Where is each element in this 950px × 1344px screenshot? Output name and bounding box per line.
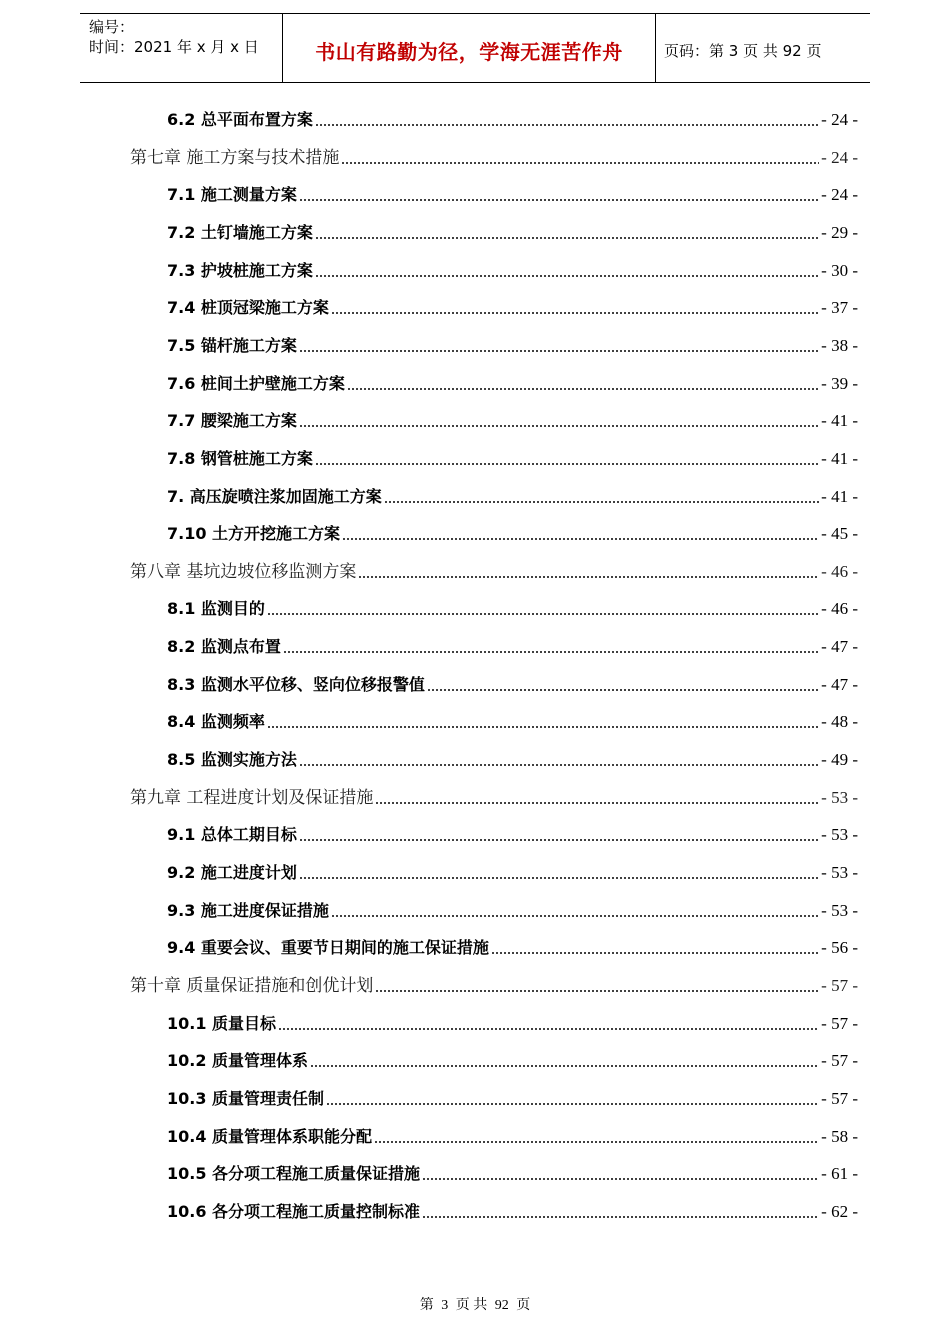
toc-dot-leader bbox=[315, 275, 819, 277]
motto-text: 书山有路勤为径，学海无涯苦作舟 bbox=[315, 40, 623, 64]
toc-entry-title: 7.4 桩顶冠梁施工方案 bbox=[167, 298, 329, 317]
toc-entry-title: 8.4 监测频率 bbox=[167, 712, 265, 731]
toc-entry-title: 10.3 质量管理责任制 bbox=[167, 1089, 325, 1108]
toc-entry-page: - 30 - bbox=[821, 261, 858, 280]
footer-prefix: 第 bbox=[419, 1298, 434, 1313]
toc-entry-page: - 48 - bbox=[821, 712, 858, 731]
toc-section-entry[interactable] bbox=[167, 373, 858, 395]
toc-section-entry[interactable] bbox=[167, 335, 858, 357]
toc-dot-leader bbox=[326, 1103, 819, 1105]
toc-entry-title: 6.2 总平面布置方案 bbox=[167, 110, 313, 129]
toc-entry-page: - 41 - bbox=[821, 449, 858, 468]
toc-dot-leader bbox=[384, 501, 819, 503]
toc-dot-leader bbox=[315, 237, 819, 239]
toc-entry-title: 8.3 监测水平位移、竖向位移报警值 bbox=[167, 675, 425, 694]
toc-entry-page: - 53 - bbox=[821, 863, 858, 882]
header-page-cell bbox=[656, 14, 870, 82]
toc-entry-title: 第八章 基坑边坡位移监测方案 bbox=[130, 562, 357, 582]
footer-total-pages: 92 bbox=[494, 1298, 509, 1313]
toc-section-entry[interactable] bbox=[167, 1013, 858, 1035]
toc-section-entry[interactable] bbox=[167, 109, 858, 131]
toc-dot-leader bbox=[315, 463, 819, 465]
toc-entry-page: - 39 - bbox=[821, 374, 858, 393]
toc-section-entry[interactable] bbox=[167, 1050, 858, 1072]
toc-dot-leader bbox=[342, 538, 819, 540]
toc-entry-title: 7.8 钢管桩施工方案 bbox=[167, 449, 313, 468]
toc-section-entry[interactable] bbox=[167, 900, 858, 922]
toc-entry-page: - 47 - bbox=[821, 637, 858, 656]
toc-entry-title: 7.10 土方开挖施工方案 bbox=[167, 524, 341, 543]
toc-section-entry[interactable] bbox=[167, 448, 858, 470]
toc-entry-page: - 24 - bbox=[821, 110, 858, 129]
toc-entry-title: 7.6 桩间土护壁施工方案 bbox=[167, 374, 345, 393]
header-motto-cell bbox=[283, 14, 656, 82]
footer-suffix: 页 bbox=[516, 1298, 531, 1313]
toc-chapter-entry[interactable] bbox=[130, 787, 858, 809]
toc-entry-title: 8.5 监测实施方法 bbox=[167, 750, 297, 769]
toc-dot-leader bbox=[299, 839, 819, 841]
toc-section-entry[interactable] bbox=[167, 862, 858, 884]
toc-entry-title: 10.2 质量管理体系 bbox=[167, 1051, 309, 1070]
toc-entry-title: 9.1 总体工期目标 bbox=[167, 825, 297, 844]
toc-entry-title: 10.1 质量目标 bbox=[167, 1014, 277, 1033]
toc-dot-leader bbox=[299, 199, 819, 201]
toc-entry-page: - 56 - bbox=[821, 938, 858, 957]
toc-entry-title: 7.3 护坡桩施工方案 bbox=[167, 261, 313, 280]
toc-section-entry[interactable] bbox=[167, 410, 858, 432]
toc-entry-title: 第十章 质量保证措施和创优计划 bbox=[130, 976, 374, 996]
toc-dot-leader bbox=[347, 388, 819, 390]
toc-dot-leader bbox=[375, 990, 819, 992]
page-header bbox=[80, 13, 870, 83]
toc-entry-title: 9.2 施工进度计划 bbox=[167, 863, 297, 882]
toc-entry-title: 第九章 工程进度计划及保证措施 bbox=[130, 788, 374, 808]
serial-label: 编号： bbox=[89, 18, 135, 36]
toc-entry-page: - 41 - bbox=[821, 487, 858, 506]
toc-section-entry[interactable] bbox=[167, 297, 858, 319]
toc-section-entry[interactable] bbox=[167, 636, 858, 658]
toc-entry-page: - 57 - bbox=[821, 1089, 858, 1108]
toc-dot-leader bbox=[299, 425, 819, 427]
page-footer bbox=[0, 1294, 950, 1314]
toc-entry-title: 8.2 监测点布置 bbox=[167, 637, 281, 656]
footer-current-page: 3 bbox=[441, 1298, 449, 1313]
toc-dot-leader bbox=[427, 689, 819, 691]
toc-section-entry[interactable] bbox=[167, 1088, 858, 1110]
toc-section-entry[interactable] bbox=[167, 184, 858, 206]
toc-entry-page: - 29 - bbox=[821, 223, 858, 242]
toc-entry-title: 10.6 各分项工程施工质量控制标准 bbox=[167, 1202, 421, 1221]
toc-section-entry[interactable] bbox=[167, 711, 858, 733]
toc-entry-page: - 58 - bbox=[821, 1127, 858, 1146]
toc-section-entry[interactable] bbox=[167, 824, 858, 846]
toc-dot-leader bbox=[299, 764, 819, 766]
toc-entry-title: 7.5 锚杆施工方案 bbox=[167, 336, 297, 355]
toc-dot-leader bbox=[331, 312, 819, 314]
toc-entry-page: - 45 - bbox=[821, 524, 858, 543]
toc-entry-page: - 47 - bbox=[821, 675, 858, 694]
toc-entry-page: - 41 - bbox=[821, 411, 858, 430]
toc-entry-page: - 53 - bbox=[821, 901, 858, 920]
toc-dot-leader bbox=[267, 726, 819, 728]
toc-entry-page: - 57 - bbox=[821, 976, 858, 995]
toc-section-entry[interactable] bbox=[167, 749, 858, 771]
toc-dot-leader bbox=[422, 1178, 819, 1180]
toc-dot-leader bbox=[299, 877, 819, 879]
toc-dot-leader bbox=[341, 162, 819, 164]
toc-dot-leader bbox=[299, 350, 819, 352]
toc-dot-leader bbox=[278, 1028, 819, 1030]
toc-section-entry[interactable] bbox=[167, 1201, 858, 1223]
toc-dot-leader bbox=[315, 124, 819, 126]
toc-entry-title: 10.4 质量管理体系职能分配 bbox=[167, 1127, 373, 1146]
header-page-number: 页码：第 3 页 共 92 页 bbox=[664, 42, 822, 60]
toc-section-entry[interactable] bbox=[167, 222, 858, 244]
toc-section-entry[interactable] bbox=[167, 937, 858, 959]
header-info-cell bbox=[80, 14, 283, 82]
toc-entry-title: 7.1 施工测量方案 bbox=[167, 185, 297, 204]
toc-entry-title: 7.7 腰梁施工方案 bbox=[167, 411, 297, 430]
toc-entry-title: 9.4 重要会议、重要节日期间的施工保证措施 bbox=[167, 938, 489, 957]
toc-section-entry[interactable] bbox=[167, 260, 858, 282]
toc-entry-page: - 38 - bbox=[821, 336, 858, 355]
toc-dot-leader bbox=[283, 651, 819, 653]
toc-entry-page: - 46 - bbox=[821, 599, 858, 618]
toc-entry-title: 10.5 各分项工程施工质量保证措施 bbox=[167, 1164, 421, 1183]
toc-entry-title: 第七章 施工方案与技术措施 bbox=[130, 148, 340, 168]
toc-entry-page: - 62 - bbox=[821, 1202, 858, 1221]
toc-entry-page: - 57 - bbox=[821, 1051, 858, 1070]
toc-entry-page: - 37 - bbox=[821, 298, 858, 317]
toc-entry-page: - 24 - bbox=[821, 148, 858, 167]
toc-entry-page: - 61 - bbox=[821, 1164, 858, 1183]
toc-dot-leader bbox=[358, 576, 819, 578]
toc-entry-page: - 57 - bbox=[821, 1014, 858, 1033]
toc-section-entry[interactable] bbox=[167, 674, 858, 696]
toc-entry-page: - 46 - bbox=[821, 562, 858, 581]
toc-dot-leader bbox=[331, 915, 819, 917]
toc-dot-leader bbox=[374, 1141, 819, 1143]
toc-entry-page: - 53 - bbox=[821, 825, 858, 844]
toc-chapter-entry[interactable] bbox=[130, 975, 858, 997]
toc-entry-page: - 53 - bbox=[821, 788, 858, 807]
toc-section-entry[interactable] bbox=[167, 1126, 858, 1148]
toc-section-entry[interactable] bbox=[167, 486, 858, 508]
toc-dot-leader bbox=[310, 1065, 819, 1067]
toc-entry-page: - 24 - bbox=[821, 185, 858, 204]
toc-section-entry[interactable] bbox=[167, 598, 858, 620]
toc-entry-title: 7. 高压旋喷注浆加固施工方案 bbox=[167, 487, 382, 506]
toc-dot-leader bbox=[375, 802, 819, 804]
toc-chapter-entry[interactable] bbox=[130, 147, 858, 169]
toc-entry-page: - 49 - bbox=[821, 750, 858, 769]
toc-section-entry[interactable] bbox=[167, 1163, 858, 1185]
time-label: 时间：2021 年 x 月 x 日 bbox=[89, 38, 259, 56]
toc-entry-title: 8.1 监测目的 bbox=[167, 599, 265, 618]
toc-entry-title: 9.3 施工进度保证措施 bbox=[167, 901, 329, 920]
toc-chapter-entry[interactable] bbox=[130, 561, 858, 583]
toc-dot-leader bbox=[267, 613, 819, 615]
toc-dot-leader bbox=[491, 952, 819, 954]
toc-dot-leader bbox=[422, 1216, 819, 1218]
toc-section-entry[interactable] bbox=[167, 523, 858, 545]
footer-middle: 页 共 bbox=[455, 1298, 488, 1313]
toc-entry-title: 7.2 土钉墙施工方案 bbox=[167, 223, 313, 242]
